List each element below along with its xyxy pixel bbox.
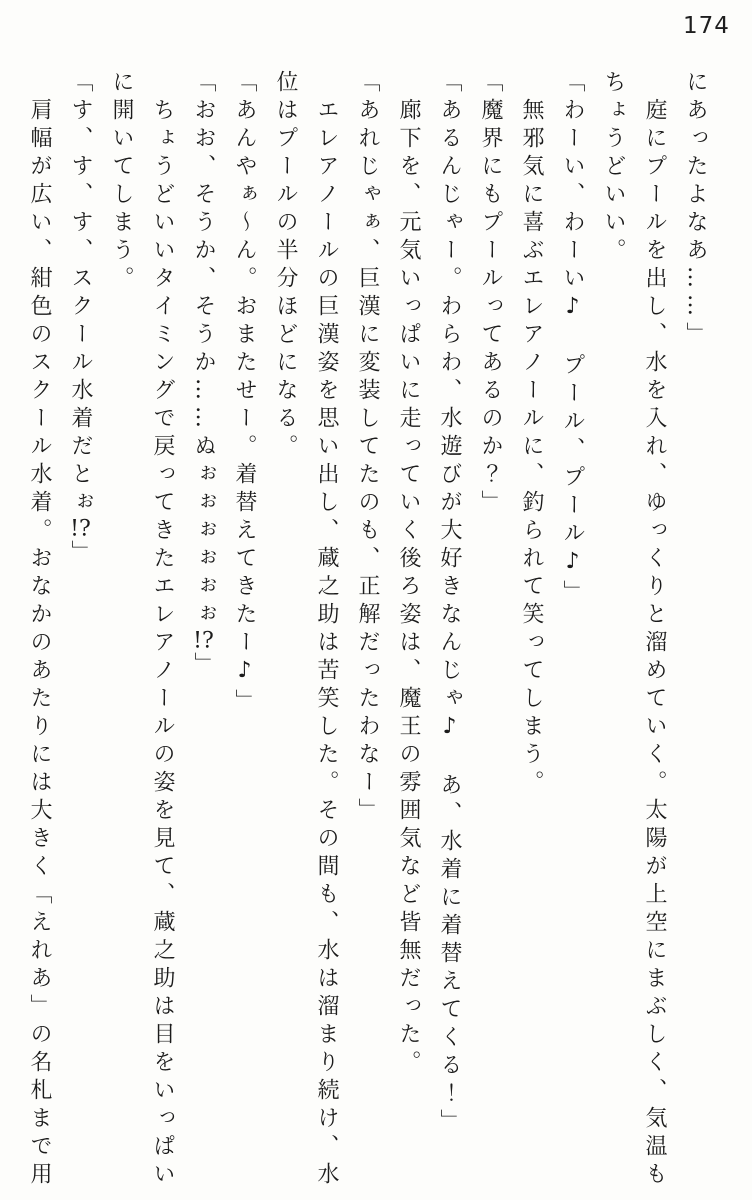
text-line: 廊下を、元気いっぱいに走っていく後ろ姿は、魔王の雰囲気など皆無だった。 [396,98,421,1078]
text-line: 無邪気に喜ぶエレアノールに、釣られて笑ってしまう。 [519,98,544,798]
text-line: 「あるんじゃー。わらわ、水遊びが大好きなんじゃ♪ あ、水着に着替えてくる！」 [437,70,462,1137]
text-block [19,70,716,1194]
text-line: に開いてしまう。 [109,70,134,294]
text-line: 肩幅が広い、紺色のスクール水着。おなかのあたりには大きく「えれあ」の名札まで用 [27,98,52,1190]
text-line: 「あんやぁ〜ん。おまたせー。着替えてきたー♪」 [232,70,257,717]
exclamation-question-icon: !? [70,518,91,540]
exclamation-question-icon: !? [193,630,214,652]
text-line: 「魔界にもプールってあるのか？」 [478,70,503,518]
text-line: エレアノールの巨漢姿を思い出し、蔵之助は苦笑した。その間も、水は溜まり続け、水 [314,98,339,1190]
text-line: ちょうどいいタイミングで戻ってきたエレアノールの姿を見て、蔵之助は目をいっぱい [150,98,175,1190]
text-line: にあったよなあ……」 [683,70,708,350]
text-line: 庭にプールを出し、水を入れ、ゆっくりと溜めていく。太陽が上空にまぶしく、気温も [642,98,667,1190]
text-line: 「あれじゃぁ、巨漢に変装してたのも、正解だったわなー」 [355,70,380,826]
text-line: 「わーい、わーい♪ プール、プール♪」 [560,70,585,608]
page-number: 174 [683,13,730,39]
text-line: 位はプールの半分ほどになる。 [273,70,298,462]
text-line: 「す、す、す、スクール水着だとぉ!?」 [68,70,93,568]
text-line: 「おお、そうか、そうか……ぬぉぉぉぉぉぉ!?」 [191,70,216,680]
text-line: ちょうどいい。 [601,70,626,266]
